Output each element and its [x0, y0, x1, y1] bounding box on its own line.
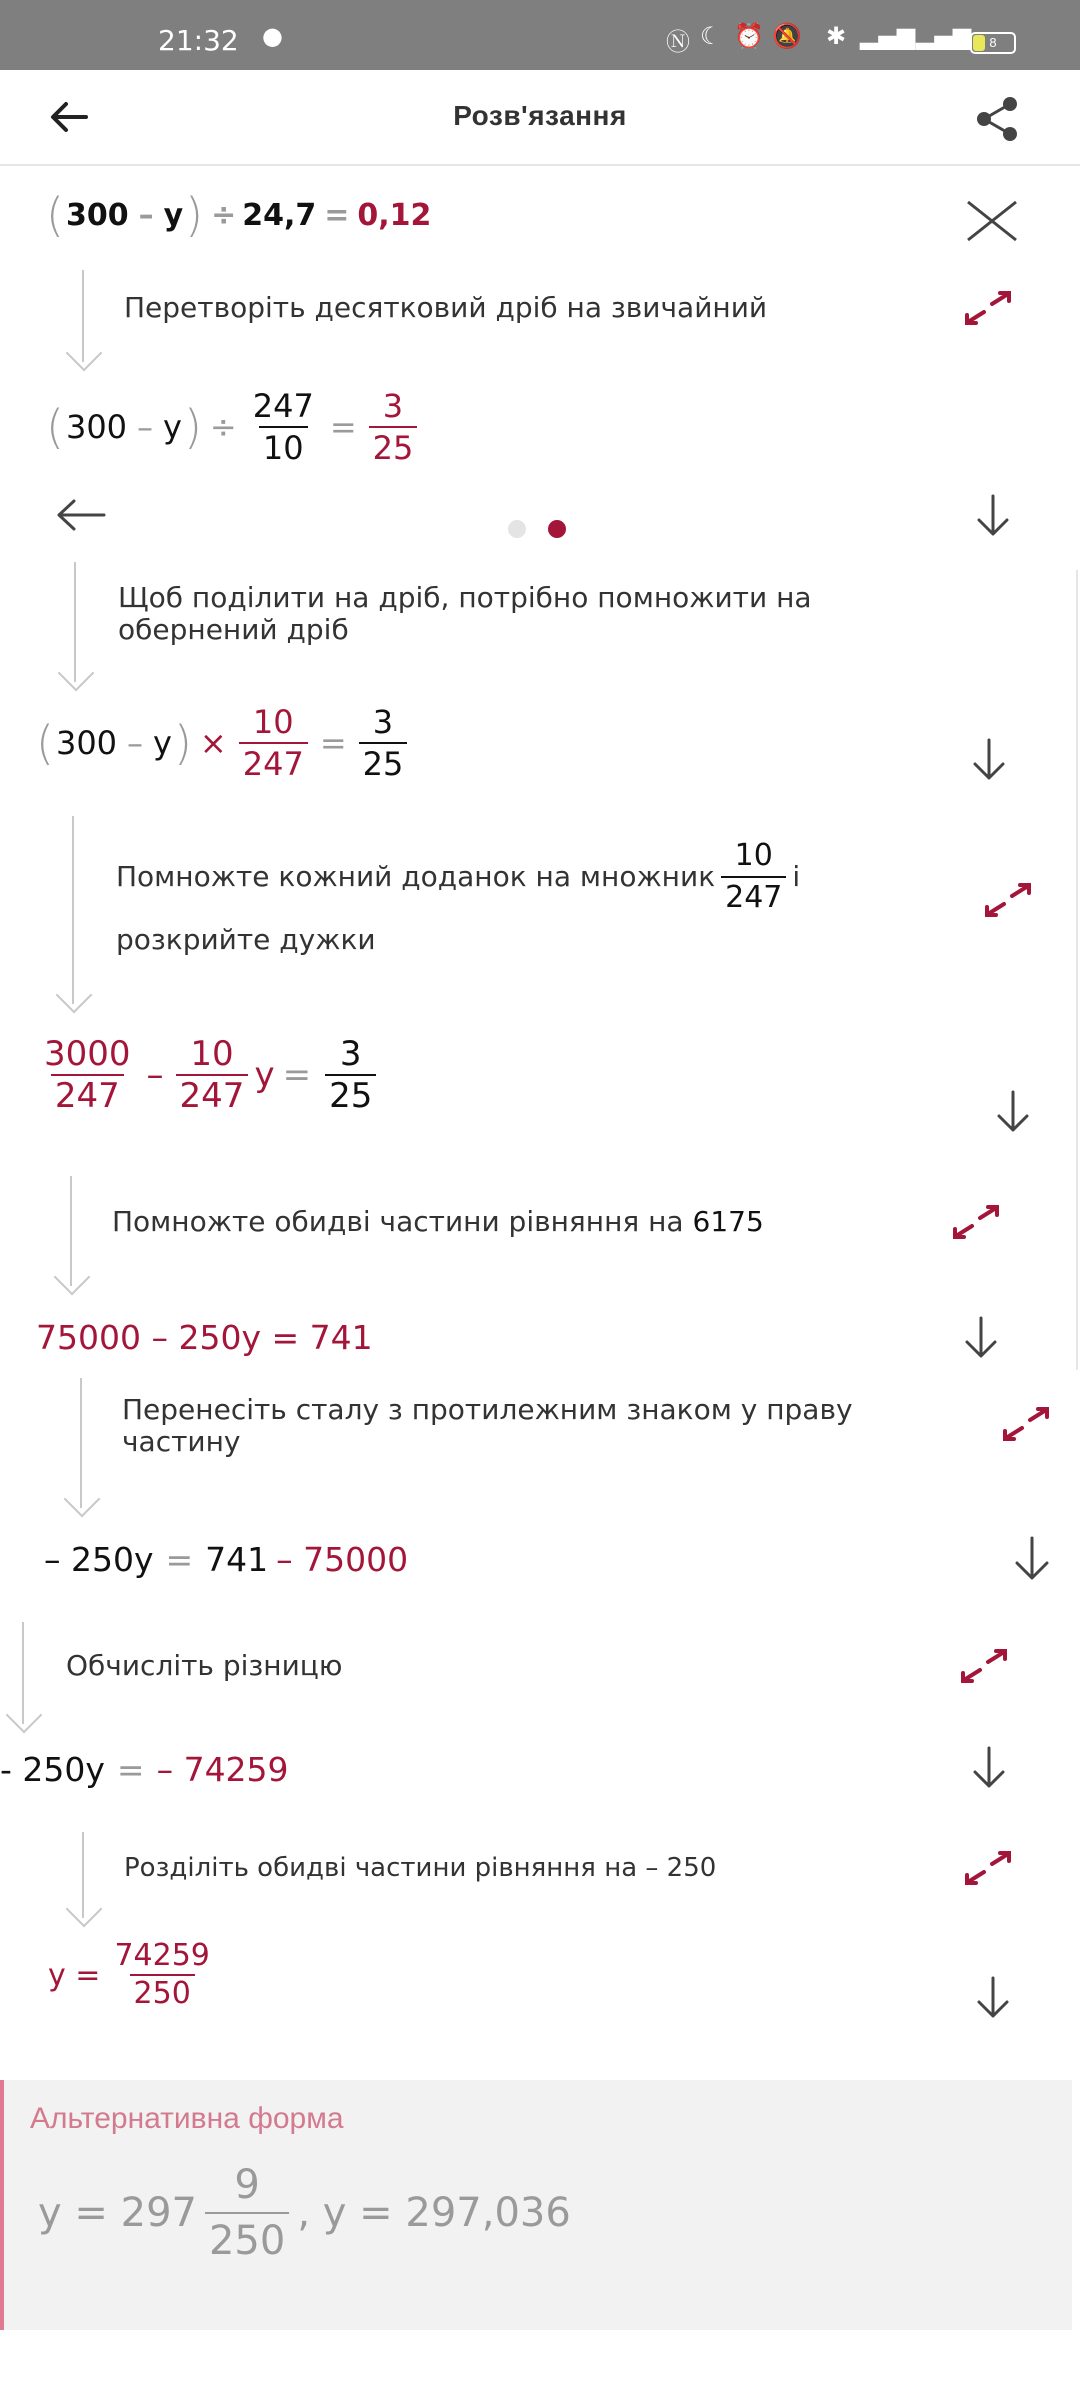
arrow-down-icon: [968, 490, 1018, 540]
arrow-down-icon: [956, 1312, 1006, 1362]
equation-3: $\frac{3000}{247}$ – $\frac{10}{247}$ y = $\frac{3}{25}$: [34, 1034, 382, 1116]
collapse-button-4[interactable]: [1006, 1532, 1058, 1584]
page-title: Розв'язання: [453, 100, 627, 131]
signal-icon: ▂▄▆: [860, 22, 916, 50]
prev-button[interactable]: [52, 490, 110, 540]
collapse-button-6[interactable]: [968, 1972, 1018, 2022]
step-3-text: Помножте кожний доданок на множник $\frac{10}{247}$ і: [116, 836, 946, 918]
step-3-text-line2: розкрийте дужки: [116, 923, 376, 956]
battery-icon: 8: [970, 32, 1016, 54]
alternative-form-card: [0, 2080, 1072, 2330]
arrow-down-icon: [988, 1086, 1038, 1136]
notification-icon: ●: [262, 22, 283, 50]
step-2-text: Щоб поділити на дріб, потрібно помножити на обернений дріб: [118, 581, 812, 646]
arrow-left-icon: [52, 490, 110, 540]
expand-button-5[interactable]: [1000, 1404, 1052, 1444]
collapse-button-1[interactable]: [964, 734, 1014, 784]
equation-2: ( 300 – y ) × $\frac{10}{247}$ = $\frac{3}{25}$: [34, 702, 413, 784]
equation-4: 75000 – 250y = 741: [36, 1318, 373, 1357]
alarm-icon: ⏰: [734, 22, 764, 50]
page-dot-1[interactable]: [508, 520, 526, 538]
problem-equation: ( 300 – y ) ÷ 24,7 = 0,12: [46, 188, 432, 242]
expand-button-3[interactable]: [982, 880, 1034, 920]
expand-icon: [950, 1202, 1002, 1242]
step-4-text: Помножте обидві частини рівняння на 6175: [112, 1205, 764, 1238]
app-bar: [0, 70, 1080, 166]
page-dot-2[interactable]: [548, 520, 566, 538]
equation-6: - 250y = – 74259: [0, 1750, 289, 1789]
expand-icon: [962, 288, 1014, 328]
expand-button-1[interactable]: [962, 288, 1014, 328]
moon-icon: ☾: [700, 22, 722, 50]
alternative-form-value: y = 297 $\frac{9}{250}$ , y = 297,036: [38, 2158, 571, 2268]
mute-icon: 🔕: [772, 22, 802, 50]
close-icon: [960, 196, 1024, 246]
step-6-text: Обчисліть різницю: [66, 1649, 343, 1682]
collapse-button-2[interactable]: [988, 1086, 1038, 1136]
status-bar: [0, 0, 1080, 70]
share-icon: [970, 92, 1024, 146]
step-1-text: Перетворіть десятковий дріб на звичайний: [124, 291, 768, 324]
equation-7: y = $\frac{74259}{250}$: [48, 1938, 210, 2011]
expand-icon: [1000, 1404, 1052, 1444]
equation-5: – 250y = 741 – 75000: [44, 1540, 409, 1579]
alternative-form-label: Альтернативна форма: [30, 2102, 344, 2135]
status-time: 21:32: [158, 24, 239, 57]
collapse-button-3[interactable]: [956, 1312, 1006, 1362]
close-button[interactable]: [960, 196, 1024, 246]
step-7-text: Розділіть обидві частини рівняння на – 250: [124, 1853, 717, 1883]
expand-button-4[interactable]: [950, 1202, 1002, 1242]
expand-icon: [958, 1646, 1010, 1686]
collapse-button-0[interactable]: [968, 490, 1018, 540]
collapse-button-5[interactable]: [964, 1742, 1014, 1792]
expand-button-6[interactable]: [958, 1646, 1010, 1686]
signal-icon-2: ▂▄▆: [916, 22, 972, 50]
share-button[interactable]: [970, 92, 1024, 146]
expand-icon: [982, 880, 1034, 920]
expand-button-7[interactable]: [962, 1848, 1014, 1888]
arrow-down-icon: [964, 734, 1014, 784]
scroll-edge: [1076, 570, 1078, 1370]
arrow-down-icon: [964, 1742, 1014, 1792]
nfc-icon: Ⓝ: [666, 28, 690, 56]
expand-icon: [962, 1848, 1014, 1888]
arrow-down-icon: [1006, 1532, 1058, 1584]
arrow-down-icon: [968, 1972, 1018, 2022]
bluetooth-icon: ✱: [826, 22, 847, 50]
step-5-text: Перенесіть сталу з протилежним знаком у праву частину: [122, 1393, 853, 1458]
equation-1: ( 300 – y ) ÷ $\frac{247}{10}$ = $\frac{3}{25}$: [44, 386, 423, 468]
